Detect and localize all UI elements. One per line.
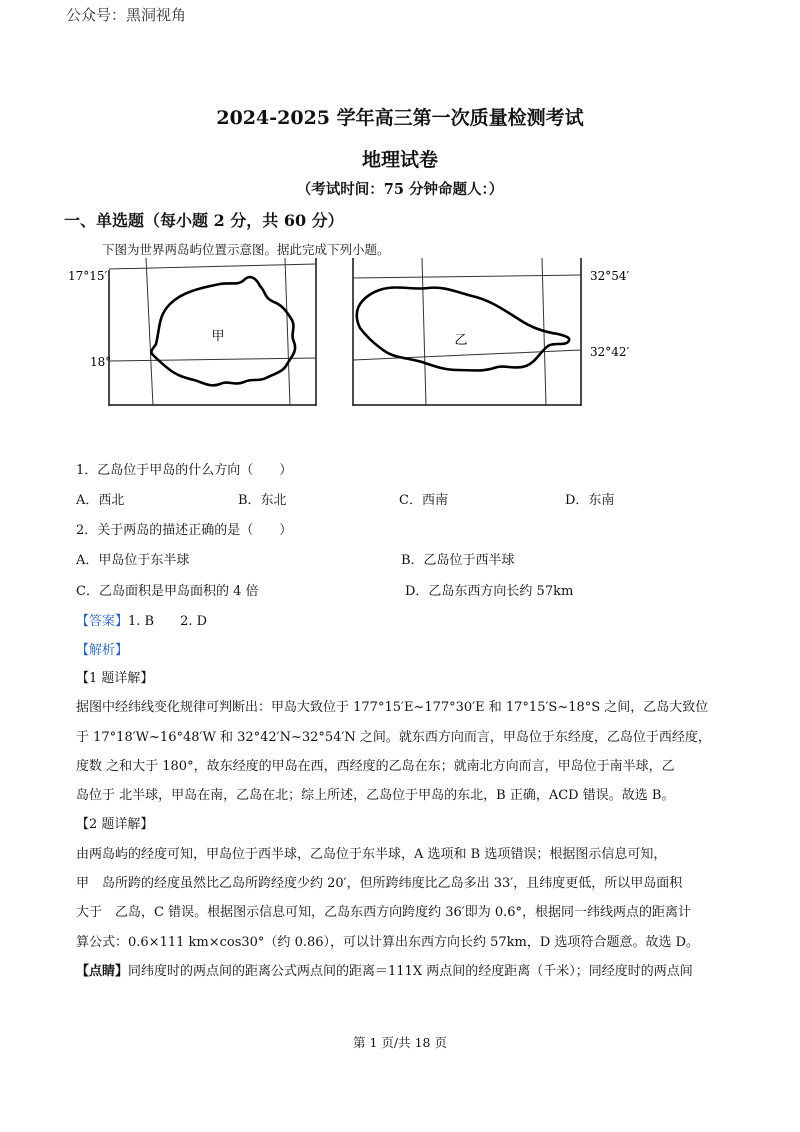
- exam-title: 2024-2025 学年高三第一次质量检测考试: [216, 107, 584, 129]
- note-row: [76, 960, 693, 979]
- detail-1-heading: 【1 题详解】: [76, 671, 154, 686]
- meridian-line: [285, 258, 290, 406]
- question-1-stem: 1．乙岛位于甲岛的什么方向（ ）: [76, 463, 293, 478]
- lat-label-bottom: 32°42′: [590, 345, 630, 359]
- island-yi-map: [344, 258, 644, 408]
- question-intro: 下图为世界两岛屿位置示意图。据此完成下列小题。: [102, 242, 390, 257]
- answer-text: 1. B 2. D: [128, 614, 208, 629]
- analysis-tag: 【解析】: [76, 643, 129, 658]
- parallel-line: [109, 358, 316, 361]
- lat-label-top: 17°15′: [68, 269, 108, 283]
- detail-2-line: 由两岛屿的经度可知，甲岛位于西半球，乙岛位于东半球，A 选项和 B 选项错误；根据图示信息可知，: [76, 847, 667, 862]
- detail-2-line: 甲 岛所跨的经度虽然比乙岛所跨经度少约 20′，但所跨纬度比乙岛多出 33′，且纬度更低，所以甲岛面积: [76, 876, 683, 891]
- lat-label-bottom: 18°: [90, 355, 112, 369]
- answer-tag: 【答案】: [76, 614, 129, 629]
- page-footer: 第 1 页/共 18 页: [353, 1035, 447, 1050]
- exam-info: （考试时间：75 分钟命题人：）: [296, 181, 504, 198]
- q1-option-c[interactable]: C．西南: [399, 493, 448, 508]
- detail-2-line: 算公式：0.6×111 km×cos30°（约 0.86），可以计算出东西方向长约 57km，D 选项符合题意。故选 D。: [76, 935, 699, 950]
- q2-option-d[interactable]: D．乙岛东西方向长约 57km: [405, 584, 574, 599]
- q1-option-a[interactable]: A．西北: [76, 493, 125, 508]
- detail-1-line: 于 17°18′W~16°48′W 和 32°42′N~32°54′N 之间。就东西方向而言，甲岛位于东经度，乙岛位于西经度，: [76, 730, 711, 745]
- meridian-line: [422, 258, 426, 406]
- meridian-line: [146, 258, 153, 406]
- note-tag: 【点睛】: [76, 964, 129, 979]
- q2-option-a[interactable]: A．甲岛位于东半球: [76, 553, 190, 568]
- note-text: 同纬度时的两点间的距离公式两点间的距离＝111X 两点间的经度距离（千米）；同经度时的两点间: [128, 964, 693, 979]
- detail-1-line: 据图中经纬线变化规律可判断出：甲岛大致位于 177°15′E~177°30′E 和 17°15′S~18°S 之间，乙岛大致位: [76, 700, 709, 715]
- question-2-stem: 2．关于两岛的描述正确的是（ ）: [76, 523, 293, 538]
- section-heading: 一、单选题（每小题 2 分，共 60 分）: [64, 211, 344, 230]
- island-jia-label: 甲: [211, 329, 225, 344]
- detail-1-line: 度数 之和大于 180°，故东经度的甲岛在西，西经度的乙岛在东；就南北方向而言，甲岛位于南半球，乙: [76, 759, 675, 774]
- lat-label-top: 32°54′: [590, 269, 630, 283]
- island-yi-label: 乙: [454, 333, 468, 348]
- answer-row: [76, 610, 207, 629]
- detail-2-heading: 【2 题详解】: [76, 817, 154, 832]
- q2-option-c[interactable]: C．乙岛面积是甲岛面积的 4 倍: [76, 584, 259, 599]
- subject-title: 地理试卷: [361, 149, 438, 171]
- watermark: 公众号：黑洞视角: [66, 6, 187, 24]
- q2-option-b[interactable]: B．乙岛位于西半球: [401, 553, 515, 568]
- detail-1-line: 岛位于 北半球，甲岛在南，乙岛在北；综上所述，乙岛位于甲岛的东北，B 正确，ACD 错误。故选 B。: [76, 788, 675, 803]
- island-jia-map: [60, 258, 322, 408]
- q1-option-d[interactable]: D．东南: [565, 493, 615, 508]
- parallel-line: [353, 275, 581, 278]
- q1-option-b[interactable]: B．东北: [238, 493, 287, 508]
- detail-2-line: 大于 乙岛，C 错误。根据图示信息可知，乙岛东西方向跨度约 36′即为 0.6°，根据同一纬线两点的距离计: [76, 905, 692, 920]
